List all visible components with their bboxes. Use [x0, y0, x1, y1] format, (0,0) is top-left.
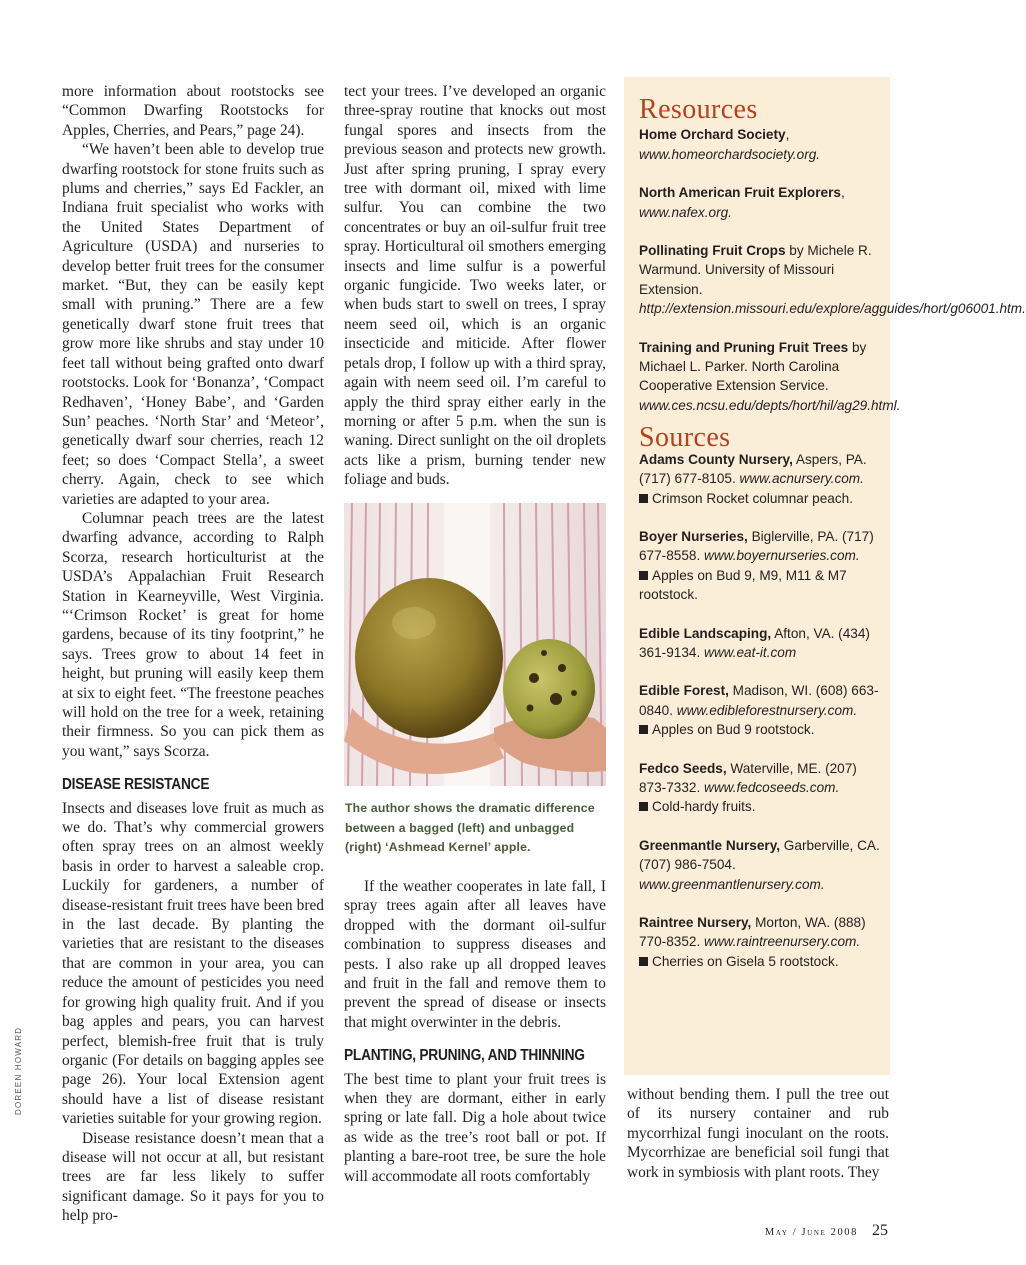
- resource-description: by Michele R. Warmund. University of Missouri Extension.: [639, 243, 872, 297]
- sources-title: Sources: [639, 422, 731, 454]
- resource-name: North American Fruit Explorers: [639, 185, 841, 201]
- paragraph: Insects and diseases love fruit as much as we do. That’s why commercial growers often spray trees on an almost weekly basis in order to harvest a saleable crop. Luckily for gardeners, a number of disease-resistant fruit trees have been bred in the last decade. By planting the varieties that are resistant to the diseases that are common in your area, you can reduce the amount of pesticides you need for growing high quality fruit. And if you bag apples and pears, you can harvest perfect, blemish-free fruit that is truly organic (For details on bagging apples see page 26). Your local Extension agent should have a list of disease resistant varieties suitable for your growing region.: [62, 799, 324, 1128]
- source-address: Aspers, PA. (717) 677-8105.: [639, 451, 867, 487]
- source-address: Morton, WA. (888) 770-8352.: [639, 915, 866, 950]
- paragraph: tect your trees. I’ve developed an organic three-spray routine that knocks out most fungal spores and insects from the previous season and protects new growth. Just after spring pruning, I spray every tree with dormant oil, mixed with lime sulfur. You can combine the two concentrates or buy an oil-sulfur fruit tree spray. Horticultural oil smothers emerging insects and lime sulfur is a powerful organic fungicide. Two weeks later, or when buds start to swell on trees, I spray neem seed oil, which is an organic insecticide and miticide. After flower petals drop, I follow up with a third spray, again with neem seed oil. I’m careful to apply the third spray either early in the morning or after 5 p.m. when the sun is waning. Direct sunlight on the oil droplets acts like a prism, burning tender new foliage and buds.: [344, 83, 606, 489]
- resource-name: Training and Pruning Fruit Trees: [639, 339, 849, 355]
- source-name: Raintree Nursery,: [639, 915, 752, 930]
- source-link[interactable]: www.raintreenursery.com.: [704, 934, 861, 950]
- resource-link[interactable]: www.homeorchardsociety.org.: [639, 146, 821, 162]
- source-link[interactable]: www.greenmantlenursery.com.: [639, 876, 825, 892]
- source-note-text: Cold-hardy fruits.: [652, 799, 756, 815]
- bullet-icon: [639, 571, 648, 580]
- sources-list: [639, 450, 884, 972]
- source-name: Edible Forest,: [639, 683, 729, 699]
- source-note: [639, 797, 884, 816]
- page-footer: [765, 1222, 888, 1240]
- article-column-1: [62, 82, 324, 1226]
- source-name: Boyer Nurseries,: [639, 528, 748, 544]
- source-note-text: Crimson Rocket columnar peach.: [652, 490, 853, 506]
- source-note: [639, 566, 884, 605]
- paragraph: “We haven’t been able to develop true dwarfing rootstock for stone fruits such as plums and cherries,” says Ed Fackler, an Indiana fruit specialist who works with the United States Department of Agriculture (USDA) and nurseries to develop better fruit trees for the consumer market. “But, they can be easily kept small with pruning.” There are a few genetically dwarf stone fruit trees that grow more like shrubs and stay under 10 feet tall without being grafted onto dwarf rootstocks. Look for ‘Bonanza’, ‘Compact Redhaven’, ‘Honey Babe’, and ‘Garden Sun’ peaches. ‘North Star’ and ‘Meteor’, genetically dwarf sour cherries, reach 12 feet; so does ‘Compact Stella’, a sweet cherry. Again, check to see which varieties are adapted to your area.: [62, 141, 324, 508]
- source-name: Edible Landscaping,: [639, 625, 772, 641]
- paragraph: If the weather cooperates in late fall, I spray trees again after all leaves have dropped with the dormant oil-sulfur combination to suppress diseases and pests. I also rake up all dropped leaves and fruit in the fall and remove them to prevent the spread of disease or insects that might overwinter in the debris.: [344, 878, 606, 1031]
- resource-description: by Michael L. Parker. North Carolina Cooperative Extension Service.: [639, 339, 867, 394]
- source-entry: [639, 681, 884, 739]
- source-address: Garberville, CA. (707) 986-7504.: [639, 837, 880, 873]
- bullet-icon: [639, 494, 648, 503]
- section-heading-disease-resistance: DISEASE RESISTANCE: [62, 776, 210, 794]
- resource-link[interactable]: www.ces.ncsu.edu/depts/hort/hil/ag29.html.: [639, 397, 901, 413]
- resource-separator: ,: [840, 185, 845, 201]
- resource-entry: [639, 125, 884, 164]
- source-note-text: Cherries on Gisela 5 rootstock.: [652, 953, 839, 969]
- source-entry: [639, 527, 884, 605]
- section-heading-planting: PLANTING, PRUNING, AND THINNING: [344, 1047, 585, 1065]
- source-address: Madison, WI. (608) 663-0840.: [639, 683, 879, 718]
- resources-title: Resources: [639, 94, 758, 125]
- source-name: Greenmantle Nursery,: [639, 837, 781, 853]
- resource-entry: [639, 338, 901, 416]
- paragraph: Disease resistance doesn’t mean that a disease will not occur at all, but resistant trees are far less likely to suffer significant damage. So it pays for you to help pro-: [62, 1129, 324, 1225]
- source-link[interactable]: www.edibleforestnursery.com.: [676, 702, 858, 718]
- source-name: Adams County Nursery,: [639, 451, 793, 467]
- resource-entry: [639, 241, 1026, 319]
- paragraph: Columnar peach trees are the latest dwarfing advance, according to Ralph Scorza, research horticulturist at the USDA’s Appalachian Fruit Research Station in Kearneyville, West Virginia. “‘Crimson Rocket’ is great for home gardens, because of its tiny footprint,” he says. Trees grow to about 14 feet in height, but pruning will easily keep them at six to eight feet. “The freestone peaches will hold on the tree for a week, retaining their firmness. So you can pick them as you want,” says Scorza.: [62, 509, 324, 760]
- resource-separator: ,: [785, 127, 790, 143]
- source-note-text: Apples on Bud 9 rootstock.: [652, 722, 815, 738]
- resources-box: [639, 94, 1026, 990]
- source-entry: [639, 450, 884, 508]
- apple-photo-illustration: [344, 503, 606, 786]
- source-note-text: Apples on Bud 9, M9, M11 & M7 rootstock.: [639, 567, 847, 603]
- source-link[interactable]: www.acnursery.com.: [739, 471, 864, 487]
- resources-list: [639, 125, 1026, 415]
- source-link[interactable]: www.boyernurseries.com.: [704, 548, 860, 564]
- apple-photo: [344, 503, 606, 786]
- source-note: [639, 720, 884, 739]
- photo-credit: DOREEN HOWARD: [14, 1026, 23, 1115]
- source-address: Waterville, ME. (207) 873-7332.: [639, 760, 857, 795]
- issue-date: May / June 2008: [764, 1227, 858, 1238]
- paragraph: without bending them. I pull the tree out of its nursery container and rub mycorrhizal fungi inoculant on the roots. Mycorrhizae are beneficial soil fungi that work in symbiosis with plant roots. They: [627, 1086, 889, 1181]
- source-address: Afton, VA. (434) 361-9134.: [639, 625, 870, 660]
- source-link[interactable]: www.fedcoseeds.com.: [704, 779, 840, 795]
- paragraph: The best time to plant your fruit trees is when they are dormant, either in early spring or late fall. Dig a hole about twice as wide as the tree’s root ball or pot. If planting a bare-root tree, be sure the hole will accommodate all roots comfortably: [344, 1070, 606, 1185]
- source-name: Fedco Seeds,: [639, 760, 727, 776]
- source-address: Biglerville, PA. (717) 677-8558.: [639, 528, 874, 564]
- source-note: [639, 489, 884, 508]
- bullet-icon: [639, 802, 648, 811]
- source-entry: [639, 759, 884, 817]
- paragraph: more information about rootstocks see “Common Dwarfing Rootstocks for Apples, Cherries, and Pears,” page 24).: [62, 83, 324, 139]
- resource-entry: [639, 183, 884, 222]
- article-column-2-continued: [344, 877, 606, 1186]
- bullet-icon: [639, 725, 648, 734]
- article-column-3: [627, 1085, 889, 1182]
- resource-link[interactable]: www.nafex.org.: [639, 204, 732, 220]
- article-column-2: [344, 82, 606, 490]
- photo-caption: The author shows the dramatic difference between a bagged (left) and unbagged (right) ‘Ashmead Kernel’ apple.: [345, 801, 595, 854]
- source-entry: [639, 836, 884, 894]
- resource-name: Pollinating Fruit Crops: [639, 243, 786, 259]
- source-entry: [639, 624, 884, 663]
- source-entry: [639, 913, 884, 971]
- source-note: [639, 952, 884, 971]
- resource-link[interactable]: http://extension.missouri.edu/explore/agguides/hort/g06001.htm.: [639, 301, 1026, 317]
- bullet-icon: [639, 957, 648, 966]
- resource-name: Home Orchard Society: [639, 127, 786, 143]
- page-number: 25: [872, 1222, 888, 1239]
- source-link[interactable]: www.eat-it.com: [704, 644, 797, 660]
